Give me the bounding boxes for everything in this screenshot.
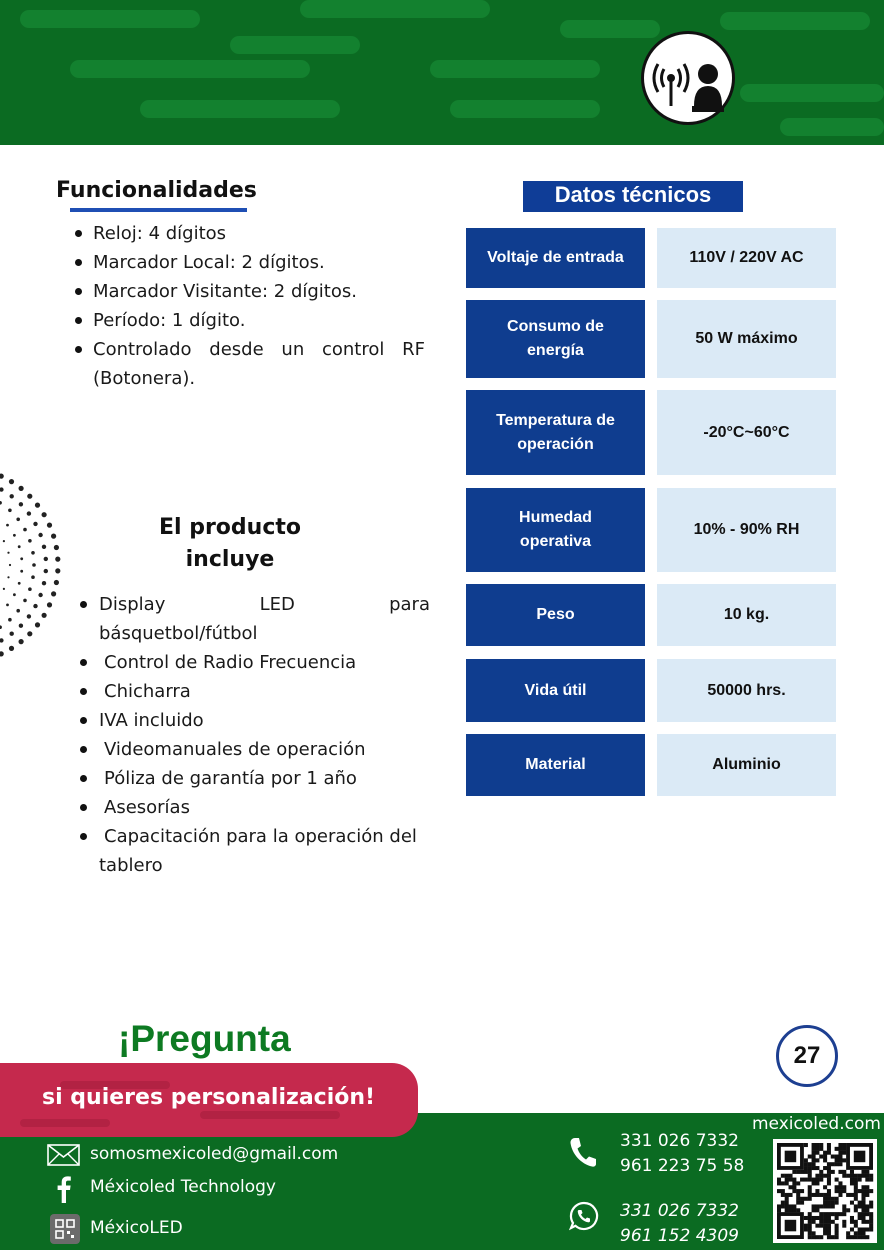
phone-number[interactable]: 331 026 7332 — [620, 1131, 739, 1151]
list-item-continuation: básquetbol/fútbol — [99, 623, 258, 644]
tech-value: 10 kg. — [657, 584, 836, 646]
funcionalidades-heading: Funcionalidades — [56, 178, 257, 203]
list-item: Capacitación para la operación del tablero — [78, 822, 430, 880]
mail-icon — [47, 1144, 80, 1171]
header-decoration — [70, 60, 310, 78]
header-decoration — [450, 100, 600, 118]
bullet-icon — [75, 346, 82, 353]
bullet-icon — [80, 659, 87, 666]
dotted-arc-decoration — [0, 470, 70, 660]
list-item: Asesorías — [78, 793, 430, 822]
tech-value: 10% - 90% RH — [657, 488, 836, 572]
list-item — [75, 335, 425, 393]
phone-numbers — [620, 1129, 744, 1179]
rf-control-line: Controlado desde un control RF — [93, 339, 425, 360]
page-number-badge: 27 — [776, 1025, 838, 1087]
banner-decoration — [200, 1111, 340, 1119]
whatsapp-numbers — [620, 1199, 739, 1249]
header-band — [0, 0, 884, 145]
bullet-icon — [80, 775, 87, 782]
list-item: IVA incluido — [78, 706, 430, 735]
heading-underline — [70, 208, 247, 212]
bullet-icon — [80, 746, 87, 753]
header-decoration — [300, 0, 490, 18]
whatsapp-number[interactable]: 331 026 7332 — [620, 1201, 739, 1221]
qr-code-icon — [50, 1214, 80, 1244]
tech-value: 50 W máximo — [657, 300, 836, 378]
incluye-list — [78, 590, 430, 880]
tech-label: Vida útil — [466, 659, 645, 722]
tech-row — [466, 659, 836, 722]
incluye-heading: El producto incluye — [158, 515, 302, 572]
list-item: Marcador Local: 2 dígitos. — [75, 248, 425, 277]
header-decoration — [430, 60, 600, 78]
list-item-continuation: tablero — [99, 855, 163, 876]
funcionalidades-list — [75, 219, 425, 393]
list-item: Póliza de garantía por 1 año — [78, 764, 430, 793]
tech-value: 110V / 220V AC — [657, 228, 836, 288]
header-decoration — [20, 10, 200, 28]
list-item: Período: 1 dígito. — [75, 306, 425, 335]
bullet-icon — [75, 230, 82, 237]
pregunta-heading: ¡Pregunta — [118, 1018, 291, 1059]
list-item: Control de Radio Frecuencia — [78, 648, 430, 677]
bullet-icon — [75, 317, 82, 324]
tech-value: Aluminio — [657, 734, 836, 796]
whatsapp-icon — [569, 1201, 599, 1236]
datos-tecnicos-heading: Datos técnicos — [523, 181, 743, 212]
list-item: Videomanuales de operación — [78, 735, 430, 764]
list-item: Chicharra — [78, 677, 430, 706]
tech-row — [466, 734, 836, 796]
list-item-continuation: (Botonera). — [93, 368, 196, 389]
tech-label: Material — [466, 734, 645, 796]
bullet-icon — [80, 601, 87, 608]
header-decoration — [780, 118, 884, 136]
header-decoration — [230, 36, 360, 54]
bullet-icon — [75, 288, 82, 295]
bullet-icon — [80, 804, 87, 811]
whatsapp-number[interactable]: 961 152 4309 — [620, 1226, 739, 1246]
phone-icon — [568, 1136, 598, 1173]
bullet-icon — [80, 688, 87, 695]
tech-row — [466, 488, 836, 572]
tech-label: Humedad operativa — [466, 488, 645, 572]
list-item — [78, 590, 430, 648]
rf-signal-horn-icon — [641, 31, 735, 125]
banner-decoration — [20, 1119, 110, 1127]
qr-label: MéxicoLED — [90, 1218, 183, 1238]
tech-row — [466, 300, 836, 378]
bullet-icon — [80, 833, 87, 840]
justified-line — [93, 335, 425, 364]
tech-row — [466, 390, 836, 475]
banner-text: si quieres personalización! — [42, 1085, 376, 1110]
website-link[interactable]: mexicoled.com — [752, 1114, 881, 1134]
facebook-icon — [56, 1175, 72, 1203]
tech-label: Peso — [466, 584, 645, 646]
bullet-icon — [80, 717, 87, 724]
tech-value: -20°C~60°C — [657, 390, 836, 475]
facebook-link[interactable]: Méxicoled Technology — [90, 1177, 276, 1197]
qr-code-image — [773, 1139, 877, 1243]
header-decoration — [740, 84, 884, 102]
tech-value: 50000 hrs. — [657, 659, 836, 722]
phone-number[interactable]: 961 223 75 58 — [620, 1156, 745, 1176]
tech-label: Consumo de energía — [466, 300, 645, 378]
tech-label: Voltaje de entrada — [466, 228, 645, 288]
list-item: Marcador Visitante: 2 dígitos. — [75, 277, 425, 306]
tech-row — [466, 584, 836, 646]
header-decoration — [140, 100, 340, 118]
list-item: Reloj: 4 dígitos — [75, 219, 425, 248]
justified-line: Display LED para — [99, 594, 430, 615]
tech-label: Temperatura de operación — [466, 390, 645, 475]
header-decoration — [720, 12, 870, 30]
email-link[interactable]: somosmexicoled@gmail.com — [90, 1144, 339, 1164]
bullet-icon — [75, 259, 82, 266]
tech-row — [466, 228, 836, 288]
